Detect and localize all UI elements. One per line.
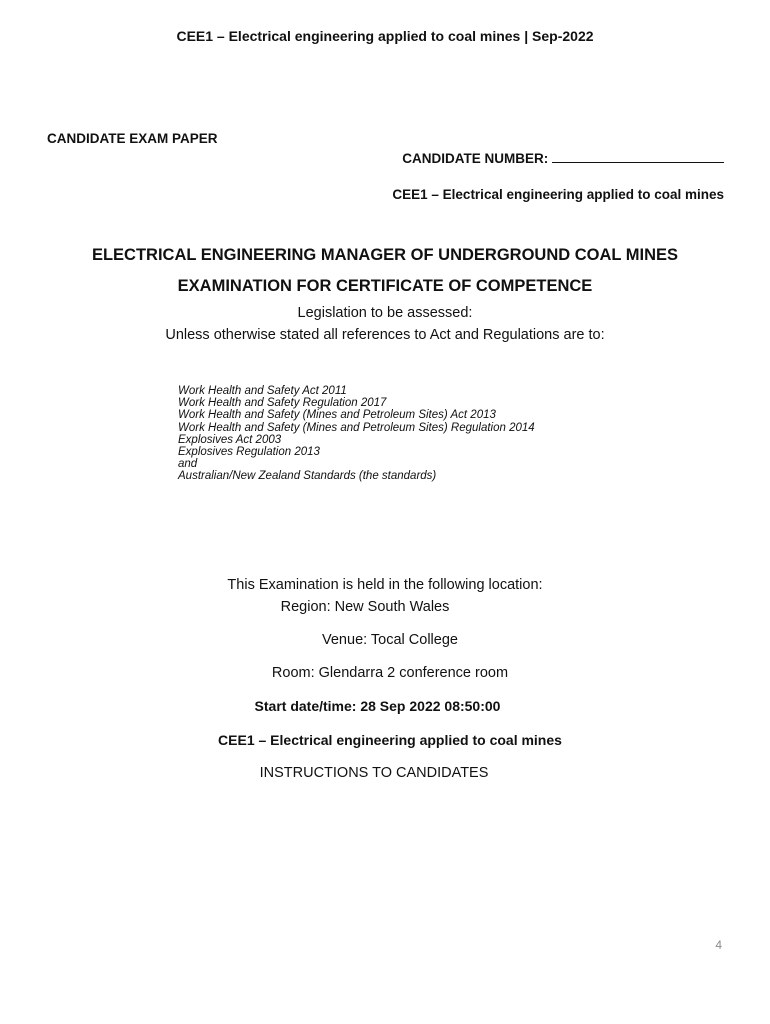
legislation-item: Work Health and Safety Regulation 2017 (178, 397, 387, 410)
region-text: Region: New South Wales (280, 599, 450, 615)
exam-title-line-1: ELECTRICAL ENGINEERING MANAGER OF UNDERGROUND COAL MINES (91, 246, 679, 264)
running-header: CEE1 – Electrical engineering applied to coal mines | Sep-2022 (176, 28, 594, 44)
legislation-item: Work Health and Safety Act 2011 (178, 385, 347, 397)
legislation-item: Australian/New Zealand Standards (the standards) (178, 470, 437, 483)
legislation-reference-note: Unless otherwise stated all references to Act and Regulations are to: (165, 327, 605, 343)
legislation-item: and (178, 458, 198, 471)
legislation-item: Explosives Regulation 2013 (178, 446, 320, 459)
room-text: Room: Glendarra 2 conference room (271, 665, 509, 681)
candidate-number-field (402, 149, 724, 166)
candidate-exam-paper-label: CANDIDATE EXAM PAPER (47, 131, 218, 146)
candidate-number-label: CANDIDATE NUMBER: (402, 151, 549, 166)
candidate-number-blank-line (552, 149, 724, 163)
subject-heading: CEE1 – Electrical engineering applied to coal mines (392, 187, 724, 202)
instructions-heading: INSTRUCTIONS TO CANDIDATES (259, 765, 489, 781)
legislation-item: Explosives Act 2003 (178, 433, 282, 446)
legislation-item: Work Health and Safety (Mines and Petroleum Sites) Act 2013 (178, 409, 496, 422)
page-number: 4 (715, 938, 722, 952)
location-intro: This Examination is held in the following location: (227, 577, 543, 593)
legislation-intro: Legislation to be assessed: (297, 305, 473, 321)
exam-title-line-2: EXAMINATION FOR CERTIFICATE OF COMPETENCE (177, 277, 593, 295)
start-datetime: Start date/time: 28 Sep 2022 08:50:00 (254, 698, 501, 714)
subject-title-centered: CEE1 – Electrical engineering applied to coal mines (218, 732, 562, 748)
legislation-item: Work Health and Safety (Mines and Petroleum Sites) Regulation 2014 (178, 421, 535, 434)
venue-text: Venue: Tocal College (322, 632, 458, 648)
legislation-list (178, 385, 535, 483)
